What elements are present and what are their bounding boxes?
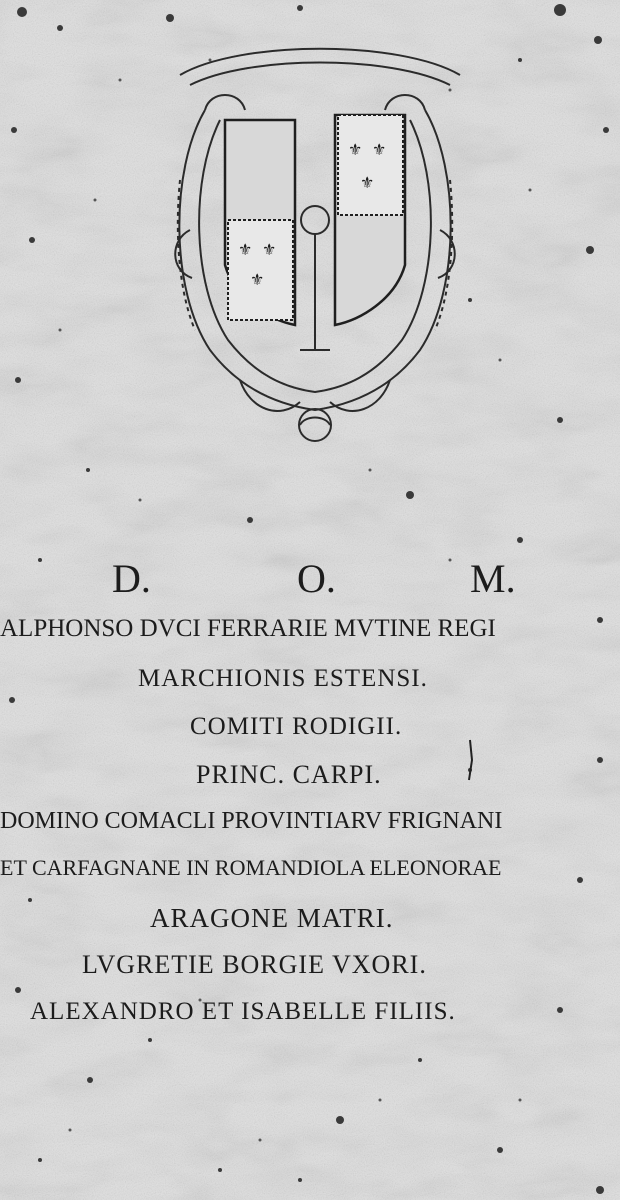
svg-text:⚜: ⚜ bbox=[250, 270, 265, 289]
inscription bbox=[0, 555, 620, 1025]
svg-text:⚜: ⚜ bbox=[360, 173, 375, 192]
svg-text:⚜: ⚜ bbox=[348, 140, 363, 159]
coat-of-arms bbox=[150, 30, 480, 450]
dom-letter-m: M. bbox=[470, 556, 516, 601]
inscription-line-9: ALEXANDRO ET ISABELLE FILIIS. bbox=[30, 998, 456, 1025]
inscription-line-1: ALPHONSO DVCI FERRARIE MVTINE REGI bbox=[0, 615, 496, 642]
svg-text:⚜: ⚜ bbox=[372, 140, 387, 159]
inscription-line-8: LVGRETIE BORGIE VXORI. bbox=[82, 950, 427, 979]
svg-text:⚜: ⚜ bbox=[262, 240, 277, 259]
dom-letter-o: O. bbox=[297, 556, 336, 601]
inscription-line-5: DOMINO COMACLI PROVINTIARV FRIGNANI bbox=[0, 808, 503, 834]
inscription-line-6: ET CARFAGNANE IN ROMANDIOLA ELEONORAE bbox=[0, 855, 502, 880]
inscription-line-7: ARAGONE MATRI. bbox=[150, 903, 394, 933]
svg-text:⚜: ⚜ bbox=[238, 240, 253, 259]
inscription-line-2: MARCHIONIS ESTENSI. bbox=[138, 665, 428, 692]
inscription-line-3: COMITI RODIGII. bbox=[190, 713, 403, 740]
dom-letter-d: D. bbox=[112, 556, 151, 601]
inscription-line-4: PRINC. CARPI. bbox=[196, 760, 382, 789]
